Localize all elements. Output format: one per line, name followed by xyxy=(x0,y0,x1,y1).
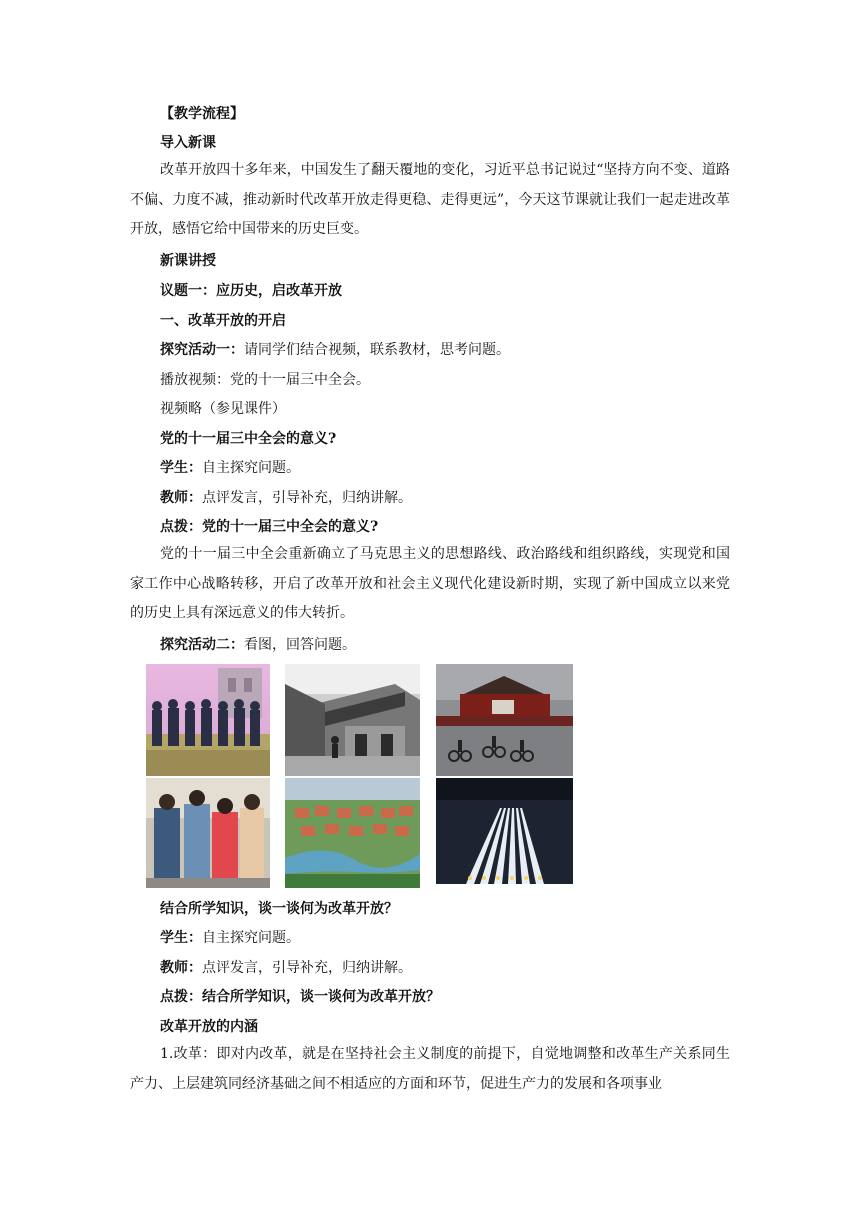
teacher-two-label: 教师： xyxy=(160,960,202,976)
section-title: 【教学流程】 xyxy=(160,106,244,122)
activity-one xyxy=(160,341,510,359)
activity-two xyxy=(160,636,356,654)
photo-high-speed-trains xyxy=(436,778,573,884)
play-video-line: 播放视频：党的十一届三中全会。 xyxy=(160,372,370,388)
intro-heading: 导入新课 xyxy=(160,135,216,151)
student-one-text: 自主探究问题。 xyxy=(202,460,300,476)
connotation-heading: 改革开放的内涵 xyxy=(160,1019,258,1035)
student-two xyxy=(160,929,300,947)
reform-paragraph: 1.改革：即对内改革，就是在坚持社会主义制度的前提下，自觉地调整和改革生产关系同生产力、上层建筑同经济基础之间不相适应的方面和环节，促进生产力的发展和各项事业 xyxy=(130,1046,730,1092)
photo-tiananmen-bicycles xyxy=(436,664,573,776)
activity-one-text: 请同学们结合视频，联系教材，思考问题。 xyxy=(244,342,510,358)
teacher-two-text: 点评发言，引导补充，归纳讲解。 xyxy=(202,960,412,976)
student-two-label: 学生： xyxy=(160,930,202,946)
new-lesson-heading: 新课讲授 xyxy=(160,253,216,269)
teacher-one-label: 教师： xyxy=(160,490,202,506)
teacher-one-text: 点评发言，引导补充，归纳讲解。 xyxy=(202,490,412,506)
teacher-two xyxy=(160,959,412,977)
question-one: 党的十一届三中全会的意义? xyxy=(160,431,337,447)
teacher-one xyxy=(160,489,412,507)
student-two-text: 自主探究问题。 xyxy=(202,930,300,946)
hint-two: 点拨：结合所学知识，谈一谈何为改革开放？ xyxy=(160,989,440,1005)
activity-two-text: 看图，回答问题。 xyxy=(244,637,356,653)
topic-one-heading: 议题一：应历史，启改革开放 xyxy=(160,283,342,299)
subsection-one-heading: 一、改革开放的开启 xyxy=(160,313,286,329)
student-one xyxy=(160,459,300,477)
student-one-label: 学生： xyxy=(160,460,202,476)
intro-paragraph: 改革开放四十多年来，中国发生了翻天覆地的变化，习近平总书记说过“坚持方向不变、道路不偏、力度不减，推动新时代改革开放走得更稳、走得更远”，今天这节课就让我们一起走进改革开放，感悟它给中国带来的历史巨变。 xyxy=(130,162,730,237)
activity-two-label: 探究活动二： xyxy=(160,637,244,653)
photo-old-alley xyxy=(285,664,420,776)
activity-one-label: 探究活动一： xyxy=(160,342,244,358)
photo-modern-town-aerial xyxy=(285,778,420,888)
photo-farmers-field xyxy=(146,664,270,776)
photo-shopping-women xyxy=(146,778,270,888)
answer-one-paragraph: 党的十一届三中全会重新确立了马克思主义的思想路线、政治路线和组织路线，实现党和国家工作中心战略转移，开启了改革开放和社会主义现代化建设新时期，实现了新中国成立以来党的历史上具有深远意义的伟大转折。 xyxy=(130,546,730,621)
video-note: 视频略（参见课件） xyxy=(160,401,286,417)
question-two: 结合所学知识，谈一谈何为改革开放？ xyxy=(160,901,398,917)
hint-one: 点拨：党的十一届三中全会的意义? xyxy=(160,519,379,535)
